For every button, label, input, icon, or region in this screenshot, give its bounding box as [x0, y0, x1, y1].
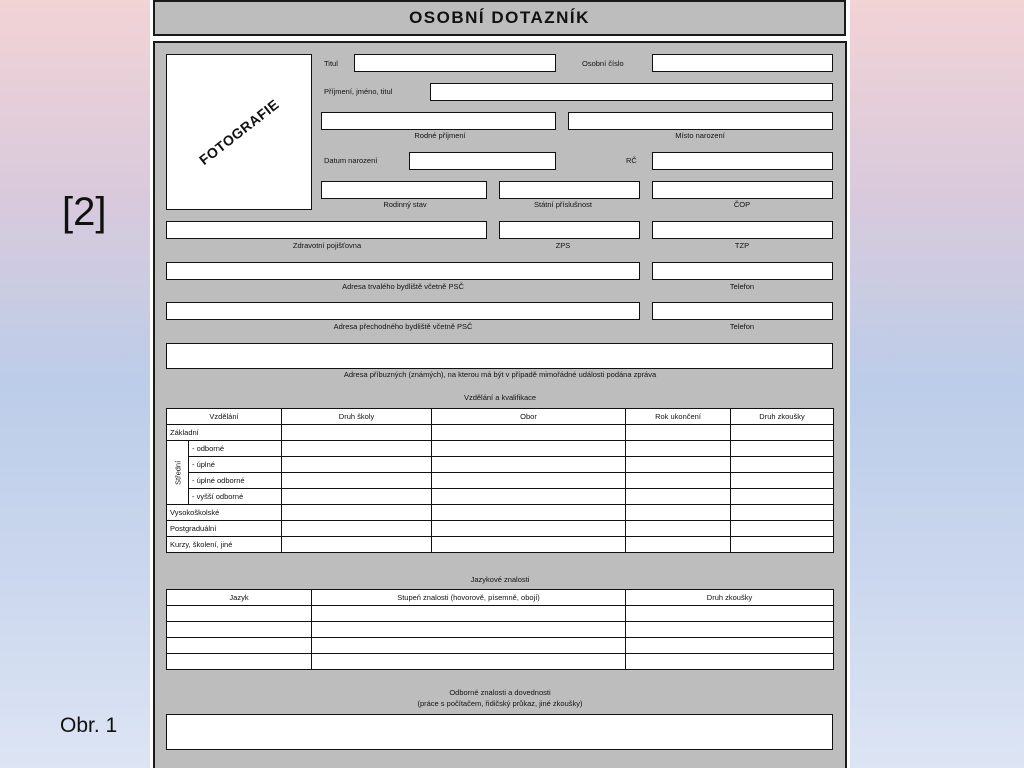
table-cell[interactable] [282, 457, 432, 473]
label-adresa-trvala: Adresa trvalého bydliště včetně PSČ [342, 282, 464, 291]
languages-table [166, 589, 834, 670]
field-osobni-cislo[interactable] [652, 54, 833, 72]
table-cell[interactable] [626, 521, 731, 537]
table-row [167, 606, 834, 622]
field-rc[interactable] [652, 152, 833, 170]
label-rodne-prijmeni: Rodné příjmení [414, 131, 466, 140]
column-header: Rok ukončení [626, 409, 731, 425]
column-header: Vzdělání [167, 409, 282, 425]
field-telefon-1[interactable] [652, 262, 833, 280]
column-header: Jazyk [167, 590, 312, 606]
table-cell[interactable] [626, 425, 731, 441]
figure-caption: Obr. 1 [60, 714, 118, 737]
label-rodinny-stav: Rodinný stav [383, 200, 427, 209]
section-heading-languages: Jazykové znalosti [470, 575, 530, 584]
field-zdravotni-pojistovna[interactable] [166, 221, 487, 239]
table-cell[interactable] [731, 505, 834, 521]
table-row [167, 505, 834, 521]
table-cell[interactable] [282, 441, 432, 457]
table-cell[interactable] [282, 473, 432, 489]
row-label: - úplné odborné [189, 473, 282, 489]
table-cell[interactable] [282, 521, 432, 537]
field-adresa-pribuznych[interactable] [166, 343, 833, 369]
field-tzp[interactable] [652, 221, 833, 239]
table-row [167, 654, 834, 670]
label-rc: RČ [626, 156, 637, 165]
table-row [167, 489, 834, 505]
table-cell[interactable] [282, 537, 432, 553]
table-cell[interactable] [731, 473, 834, 489]
field-statni-prislusnost[interactable] [499, 181, 640, 199]
field-telefon-2[interactable] [652, 302, 833, 320]
column-header: Druh zkoušky [626, 590, 834, 606]
field-cop[interactable] [652, 181, 833, 199]
table-cell[interactable] [282, 489, 432, 505]
field-titul[interactable] [354, 54, 556, 72]
label-prijmeni: Příjmení, jméno, titul [324, 87, 393, 96]
table-cell[interactable] [731, 489, 834, 505]
label-cop: ČOP [733, 200, 751, 209]
field-adresa-prechodna[interactable] [166, 302, 640, 320]
label-adresa-prechodna: Adresa přechodného bydliště včetně PSČ [333, 322, 473, 331]
row-label: - úplné [189, 457, 282, 473]
table-row [167, 425, 834, 441]
section-heading-education: Vzdělání a kvalifikace [463, 393, 537, 402]
table-cell[interactable] [731, 457, 834, 473]
table-cell[interactable] [167, 606, 312, 622]
table-cell[interactable] [282, 505, 432, 521]
table-cell[interactable] [167, 638, 312, 654]
slide-number: [2] [62, 190, 107, 234]
table-cell[interactable] [432, 521, 626, 537]
table-cell[interactable] [432, 537, 626, 553]
table-row [167, 537, 834, 553]
label-datum-narozeni: Datum narození [324, 156, 378, 165]
label-zdravotni-pojistovna: Zdravotní pojišťovna [292, 241, 362, 250]
label-titul: Titul [324, 59, 338, 68]
field-datum-narozeni[interactable] [409, 152, 556, 170]
field-skills[interactable] [166, 714, 833, 750]
table-row [167, 441, 834, 457]
table-cell[interactable] [731, 521, 834, 537]
table-cell[interactable] [167, 622, 312, 638]
table-cell[interactable] [432, 489, 626, 505]
row-group-label: Střední [167, 441, 189, 505]
table-cell[interactable] [432, 505, 626, 521]
field-prijmeni[interactable] [430, 83, 833, 101]
table-row [167, 521, 834, 537]
label-osobni-cislo: Osobní číslo [582, 59, 624, 68]
table-cell[interactable] [626, 489, 731, 505]
table-cell[interactable] [626, 537, 731, 553]
label-telefon-2: Telefon [729, 322, 755, 331]
table-cell[interactable] [731, 441, 834, 457]
table-cell[interactable] [731, 537, 834, 553]
table-cell[interactable] [626, 622, 834, 638]
table-cell[interactable] [312, 654, 626, 670]
table-cell[interactable] [432, 457, 626, 473]
form-title: OSOBNÍ DOTAZNÍK [153, 0, 846, 36]
label-misto-narozeni: Místo narození [675, 131, 725, 140]
table-row [167, 638, 834, 654]
row-label: Kurzy, školení, jiné [167, 537, 282, 553]
table-row [167, 457, 834, 473]
label-statni-prislusnost: Státní příslušnost [534, 200, 592, 209]
section-heading-skills: Odborné znalosti a dovednosti [449, 688, 551, 697]
table-cell[interactable] [312, 622, 626, 638]
row-label: Vysokoškolské [167, 505, 282, 521]
education-header-row [167, 409, 834, 425]
field-adresa-trvala[interactable] [166, 262, 640, 280]
table-cell[interactable] [626, 441, 731, 457]
section-subheading-skills: (práce s počítačem, řidičský průkaz, jiné zkoušky) [417, 699, 583, 708]
table-cell[interactable] [626, 606, 834, 622]
label-adresa-pribuznych: Adresa příbuzných (známých), na kterou má být v případě mimořádné události podána zpráva [343, 370, 657, 379]
row-label: - odborné [189, 441, 282, 457]
label-telefon-1: Telefon [729, 282, 755, 291]
table-cell[interactable] [626, 473, 731, 489]
row-label: Základní [167, 425, 282, 441]
field-rodinny-stav[interactable] [321, 181, 487, 199]
label-tzp: TZP [734, 241, 750, 250]
table-cell[interactable] [432, 425, 626, 441]
table-cell[interactable] [282, 425, 432, 441]
row-label: - vyšší odborné [189, 489, 282, 505]
photo-box[interactable] [166, 54, 312, 210]
table-cell[interactable] [731, 425, 834, 441]
table-row [167, 473, 834, 489]
table-cell[interactable] [626, 457, 731, 473]
field-zps[interactable] [499, 221, 640, 239]
photo-label: FOTOGRAFIE [196, 95, 282, 169]
field-misto-narozeni[interactable] [568, 112, 833, 130]
table-cell[interactable] [312, 606, 626, 622]
table-cell[interactable] [312, 638, 626, 654]
field-rodne-prijmeni[interactable] [321, 112, 556, 130]
column-header: Obor [432, 409, 626, 425]
languages-header-row [167, 590, 834, 606]
table-cell[interactable] [432, 473, 626, 489]
education-table [166, 408, 834, 553]
table-cell[interactable] [626, 654, 834, 670]
label-zps: ZPS [555, 241, 571, 250]
column-header: Druh školy [282, 409, 432, 425]
column-header: Stupeň znalosti (hovorově, písemně, obojí) [312, 590, 626, 606]
table-cell[interactable] [626, 638, 834, 654]
table-cell[interactable] [167, 654, 312, 670]
row-label: Postgraduální [167, 521, 282, 537]
column-header: Druh zkoušky [731, 409, 834, 425]
table-row [167, 622, 834, 638]
table-cell[interactable] [432, 441, 626, 457]
table-cell[interactable] [626, 505, 731, 521]
